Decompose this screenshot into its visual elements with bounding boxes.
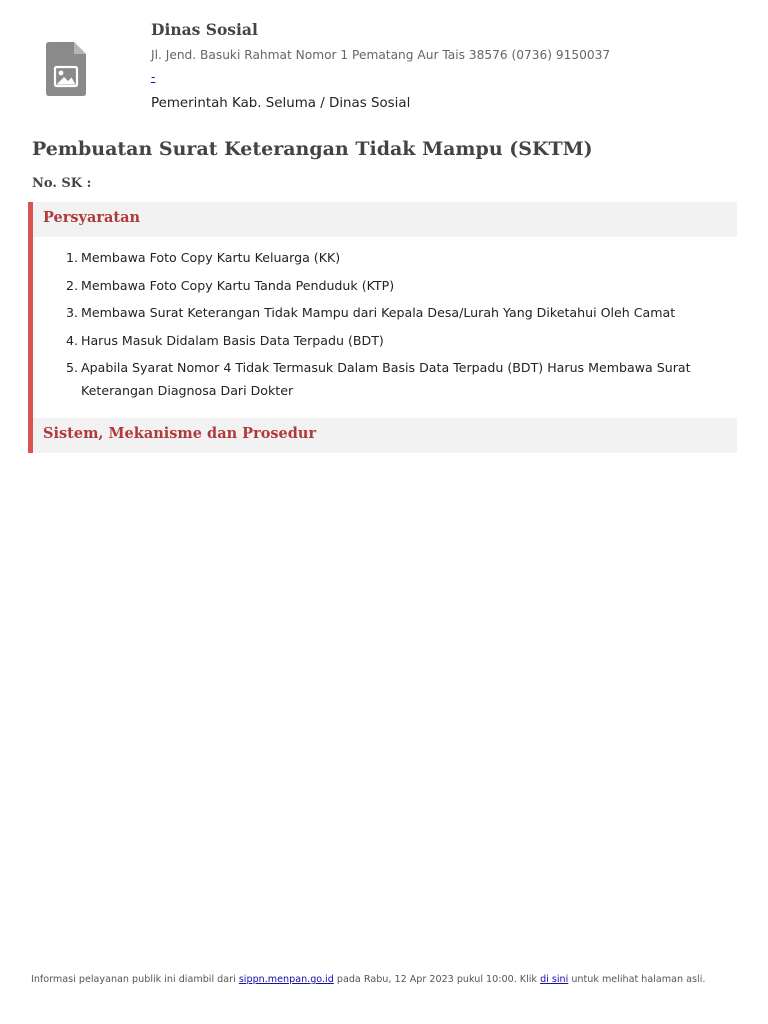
list-item (33, 274, 737, 297)
list-item-text: Apabila Syarat Nomor 4 Tidak Termasuk Dalam Basis Data Terpadu (BDT) Harus Membawa Surat Keterangan Diagnosa Dari Dokter (81, 360, 691, 398)
list-item-number: 5. (65, 360, 78, 375)
list-item (33, 301, 737, 324)
list-item-text: Membawa Foto Copy Kartu Keluarga (KK) (81, 250, 341, 265)
requirements-list (33, 246, 737, 407)
sk-number-label: No. SK : (32, 176, 92, 191)
agency-website-link[interactable]: - (151, 70, 156, 84)
list-item-number: 1. (65, 250, 78, 265)
image-file-icon (46, 42, 86, 96)
agency-address: Jl. Jend. Basuki Rahmat Nomor 1 Pematang Aur Tais 38576 (0736) 9150037 (151, 48, 611, 62)
breadcrumb: Pemerintah Kab. Seluma / Dinas Sosial (151, 96, 411, 111)
list-item (33, 246, 737, 269)
list-item-text: Harus Masuk Didalam Basis Data Terpadu (BDT) (81, 332, 384, 348)
list-item-text: Membawa Surat Keterangan Tidak Mampu dari Kepala Desa/Lurah Yang Diketahui Oleh Camat (81, 305, 676, 320)
list-item-number: 4. (65, 332, 78, 348)
source-link[interactable]: sippn.menpan.go.id (238, 974, 334, 985)
list-item (33, 329, 737, 352)
list-item (33, 356, 737, 402)
footer-middle: pada Rabu, 12 Apr 2023 pukul 10:00. Klik (336, 974, 537, 985)
requirements-title: Persyaratan (43, 209, 141, 226)
procedure-title: Sistem, Mekanisme dan Prosedur (43, 425, 317, 442)
source-footer (31, 974, 705, 985)
requirements-header (33, 202, 737, 237)
footer-prefix: Informasi pelayanan publik ini diambil dari (31, 974, 236, 985)
list-item-number: 2. (65, 277, 78, 293)
agency-name: Dinas Sosial (151, 20, 258, 39)
footer-suffix: untuk melihat halaman asli. (571, 974, 706, 985)
procedure-header (33, 418, 737, 453)
page-title: Pembuatan Surat Keterangan Tidak Mampu (SKTM) (32, 138, 593, 160)
agency-header (0, 0, 768, 125)
service-details-section (28, 202, 737, 453)
list-item-number: 3. (65, 305, 78, 320)
original-page-link[interactable]: di sini (540, 974, 569, 985)
list-item-text: Membawa Foto Copy Kartu Tanda Penduduk (KTP) (81, 277, 395, 293)
